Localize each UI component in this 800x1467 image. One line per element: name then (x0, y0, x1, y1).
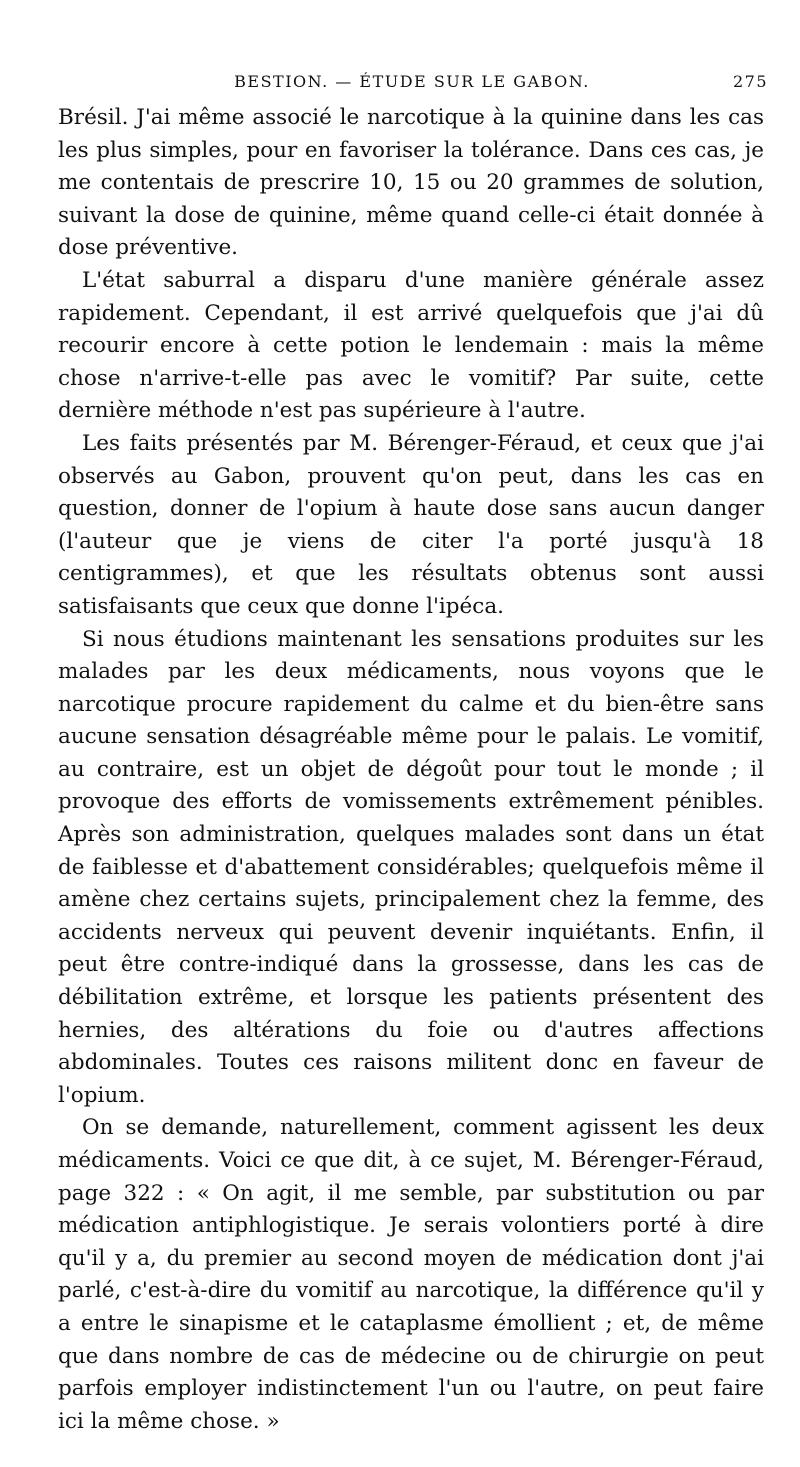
paragraph: Brésil. J'ai même associé le narcotique à la quinine dans les cas les plus simples, pour en favoriser la tolérance. Dans ces cas, je me contentais de prescrire 10, 15 ou 20 grammes de solution, suivant la dose de quinine, même quand celle-ci était donnée à dose préventive. (58, 105, 764, 261)
running-title: BESTION. — ÉTUDE SUR LE GABON. (234, 72, 590, 91)
paragraph: Si nous étudions maintenant les sensations produites sur les malades par les deux médicaments, nous voyons que le narcotique procure rapidement du calme et du bien-être sans aucune sensation désagréable même pour le palais. Le vomitif, au contraire, est un objet de dégoût pour tout le monde ; il provoque des efforts de vomissements extrêmement pénibles. Après son administration, quelques malades sont dans un état de faiblesse et d'abattement considérables; quelquefois même il amène chez certains sujets, principalement chez la femme, des accidents nerveux qui peuvent devenir inquiétants. Enfin, il peut être contre-indiqué dans la grossesse, dans les cas de débilitation extrême, et lorsque les patients présentent des hernies, des altérations du foie ou d'autres affections abdominales. Toutes ces raisons militent donc en faveur de l'opium. (58, 626, 764, 1108)
page-number: 275 (732, 72, 768, 91)
paragraph: Les faits présentés par M. Bérenger-Féraud, et ceux que j'ai observés au Gabon, prouvent qu'on peut, dans les cas en question, donner de l'opium à haute dose sans aucun danger (l'auteur que je viens de citer l'a porté jusqu'à 18 centigrammes), et que les résultats obtenus sont aussi satisfaisants que ceux que donne l'ipéca. (58, 430, 764, 619)
paragraph: L'état saburral a disparu d'une manière générale assez rapidement. Cependant, il est arrivé quelquefois que j'ai dû recourir encore à cette potion le lendemain : mais la même chose n'arrive-t-elle pas avec le vomitif? Par suite, cette dernière méthode n'est pas supérieure à l'autre. (58, 267, 764, 424)
body-text (58, 102, 764, 1438)
paragraph: On se demande, naturellement, comment agissent les deux médicaments. Voici ce que dit, à ce sujet, M. Bérenger-Féraud, page 322 : « On agit, il me semble, par substitution ou par médication antiphlogistique. Je serais volontiers porté à dire qu'il y a, du premier au second moyen de médication dont j'ai parlé, c'est-à-dire du vomitif au narcotique, la différence qu'il y a entre le sinapisme et le cataplasme émollient ; et, de même que dans nombre de cas de médecine ou de chirurgie on peut parfois employer indistinctement l'un ou l'autre, on peut faire ici la même chose. » (58, 1115, 764, 1434)
running-head (56, 72, 768, 96)
